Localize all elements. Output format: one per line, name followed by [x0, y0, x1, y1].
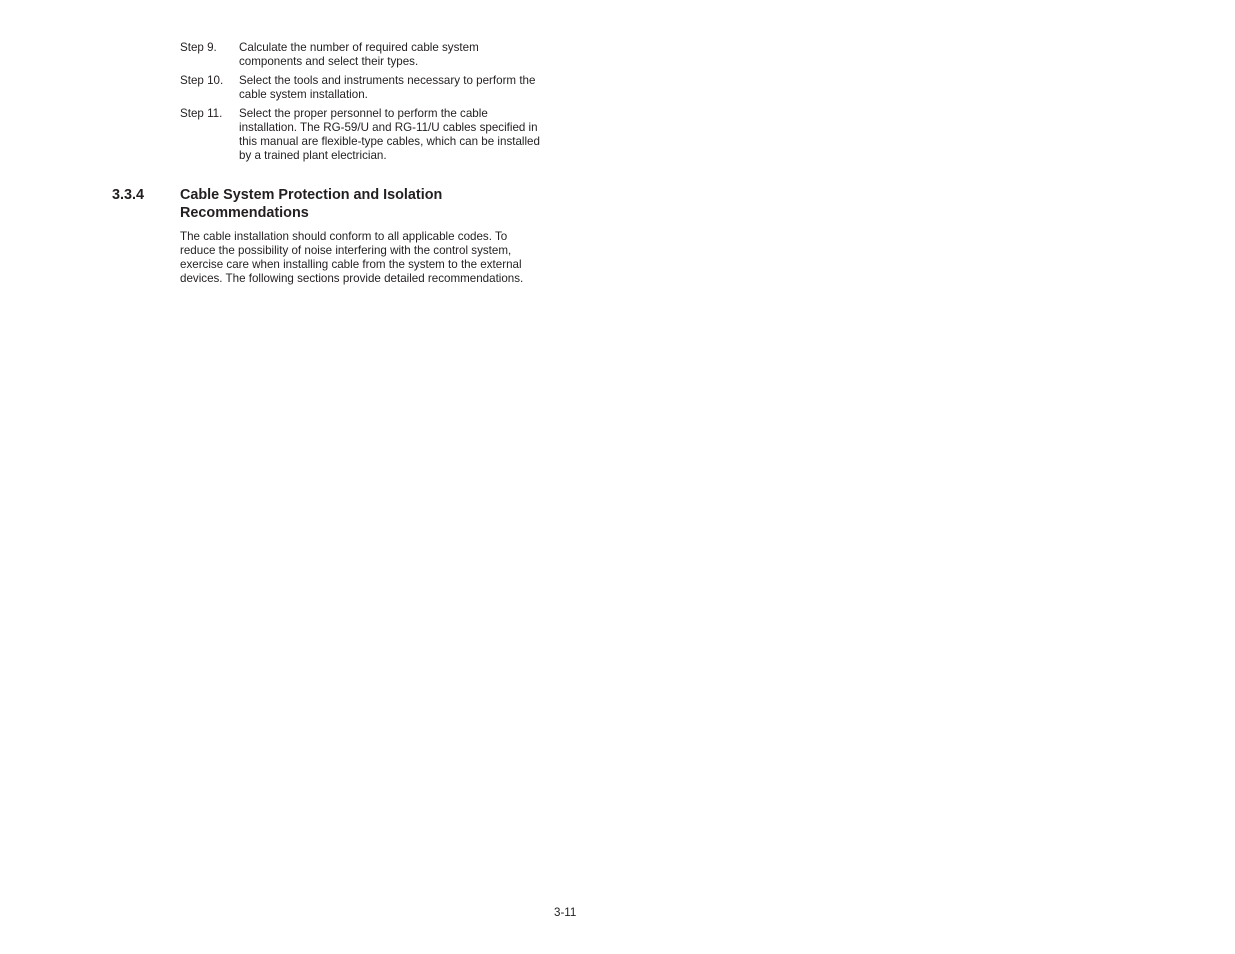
step-label: Step 10. [180, 74, 224, 87]
step-text: Select the proper personnel to perform the cable installation. The RG-59/U and RG-11/U cables specified in this manual are flexible-type cables, which can be installed by a trained plant electrician. [239, 107, 540, 162]
step-item [180, 74, 580, 102]
step-item [180, 107, 580, 163]
step-label: Step 11. [180, 107, 223, 120]
section-number: 3.3.4 [112, 187, 145, 203]
step-text: Calculate the number of required cable system components and select their types. [239, 41, 479, 68]
section-body: The cable installation should conform to all applicable codes. To reduce the possibility of noise interfering with the control system, exercise care when installing cable from the system to the external devices. The following sections provide detailed recommendations. [180, 230, 524, 285]
page-number: 3-11 [554, 906, 577, 919]
step-list [180, 41, 580, 168]
step-item [180, 41, 580, 69]
step-label: Step 9. [180, 41, 217, 54]
section-title: Cable System Protection and Isolation Recommendations [180, 187, 443, 221]
step-text: Select the tools and instruments necessary to perform the cable system installation. [239, 74, 536, 101]
